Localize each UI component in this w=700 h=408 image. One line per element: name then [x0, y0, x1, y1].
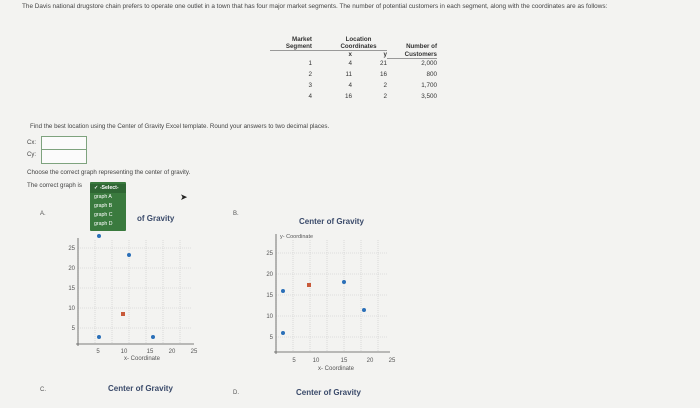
x-tick-label: 10	[312, 358, 320, 364]
x-tick-label: 15	[146, 349, 154, 355]
table-cell: 4	[308, 93, 312, 100]
x-tick-label: 15	[340, 358, 348, 364]
y-tick-label: 20	[68, 266, 75, 272]
y-tick-label: 15	[68, 286, 75, 292]
x-tick-label: 25	[190, 349, 198, 355]
graph-b-title: Center of Gravity	[299, 217, 364, 226]
y-tick-label: 10	[68, 306, 75, 312]
legend-label: y- Coordinate	[280, 234, 314, 240]
cx-label: Cx:	[27, 140, 36, 146]
choose-text: Choose the correct graph representing the center of gravity.	[27, 169, 191, 176]
table-cell: 16	[344, 93, 352, 100]
data-point	[362, 308, 366, 312]
market-table	[270, 36, 437, 102]
table-cell: 2	[383, 82, 387, 89]
x-axis-label: x- Coordinate	[317, 366, 355, 372]
dropdown-option-b[interactable]: graph B	[94, 203, 113, 209]
data-point	[97, 335, 101, 339]
check-icon: ✓	[94, 185, 99, 191]
y-tick-label: 10	[266, 314, 273, 320]
graph-b-letter: B.	[233, 211, 239, 217]
dropdown-option-d[interactable]: graph D	[94, 221, 113, 227]
problem-text: The Davis national drugstore chain prefers to operate one outlet in a town that has four major market segments. The number of potential customers in each segment, along with the coordinates are as follows:	[22, 3, 608, 10]
x-axis-label: x- Coordinate	[123, 356, 161, 362]
x-tick-label: 20	[366, 358, 374, 364]
graph-a-chart	[62, 232, 212, 362]
th-x: x	[348, 51, 352, 58]
cy-label: Cy:	[27, 152, 36, 158]
th-customers: Customers	[387, 51, 437, 59]
x-tick-label: 20	[168, 349, 176, 355]
table-cell: 1,700	[421, 82, 437, 89]
table-cell: 3	[308, 82, 312, 89]
table-cell: 800	[426, 71, 437, 78]
dropdown-selected[interactable]: ✓ -Select-	[90, 184, 126, 193]
graph-dropdown[interactable]	[90, 182, 126, 231]
table-cell: 21	[379, 60, 387, 67]
cy-input[interactable]	[41, 149, 87, 164]
data-point	[281, 331, 285, 335]
center-point	[121, 312, 125, 316]
y-tick-label: 20	[266, 272, 273, 278]
y-tick-label: 5	[71, 326, 75, 332]
th-number-of: Number of	[406, 43, 437, 51]
graph-a-letter: A.	[40, 211, 46, 217]
center-point	[307, 283, 311, 287]
table-cell: 11	[345, 71, 352, 78]
mouse-cursor-icon: ➤	[180, 192, 188, 202]
graph-c-letter: C.	[40, 387, 46, 393]
y-tick-label: 25	[266, 251, 273, 257]
table-cell: 2	[308, 71, 312, 78]
data-point	[97, 234, 101, 238]
correct-graph-label: The correct graph is	[27, 182, 83, 189]
table-cell: 3,500	[421, 93, 437, 100]
y-tick-label: 25	[68, 246, 75, 252]
instruction-text: Find the best location using the Center of Gravity Excel template. Round your answers to two decimal places.	[30, 123, 330, 130]
th-market: Market	[292, 36, 312, 43]
data-point	[151, 335, 155, 339]
graph-d-letter: D.	[233, 390, 239, 396]
x-tick-label: 5	[292, 358, 296, 364]
x-tick-label: 25	[388, 358, 396, 364]
graph-a-title: of Gravity	[137, 214, 175, 223]
th-y: y	[383, 51, 387, 58]
x-tick-label: 5	[96, 349, 100, 355]
graph-b-chart	[258, 226, 408, 374]
y-tick-label: 15	[266, 293, 273, 299]
data-point	[127, 253, 131, 257]
data-point	[281, 289, 285, 293]
table-cell: 4	[348, 60, 352, 67]
graph-d-title: Center of Gravity	[296, 388, 361, 397]
table-cell: 16	[379, 71, 387, 78]
x-tick-label: 10	[120, 349, 128, 355]
th-coordinates: Coordinates	[312, 43, 387, 51]
th-segment: Segment	[270, 43, 312, 51]
table-cell: 1	[308, 60, 312, 67]
dropdown-option-c[interactable]: graph C	[94, 212, 113, 218]
y-tick-label: 5	[269, 335, 273, 341]
dropdown-option-a[interactable]: graph A	[94, 194, 112, 200]
table-cell: 2,000	[421, 60, 437, 68]
th-location: Location	[345, 36, 372, 43]
table-cell: 4	[348, 82, 352, 89]
table-cell: 2	[383, 93, 387, 100]
data-point	[342, 280, 346, 284]
graph-c-title: Center of Gravity	[108, 384, 173, 393]
